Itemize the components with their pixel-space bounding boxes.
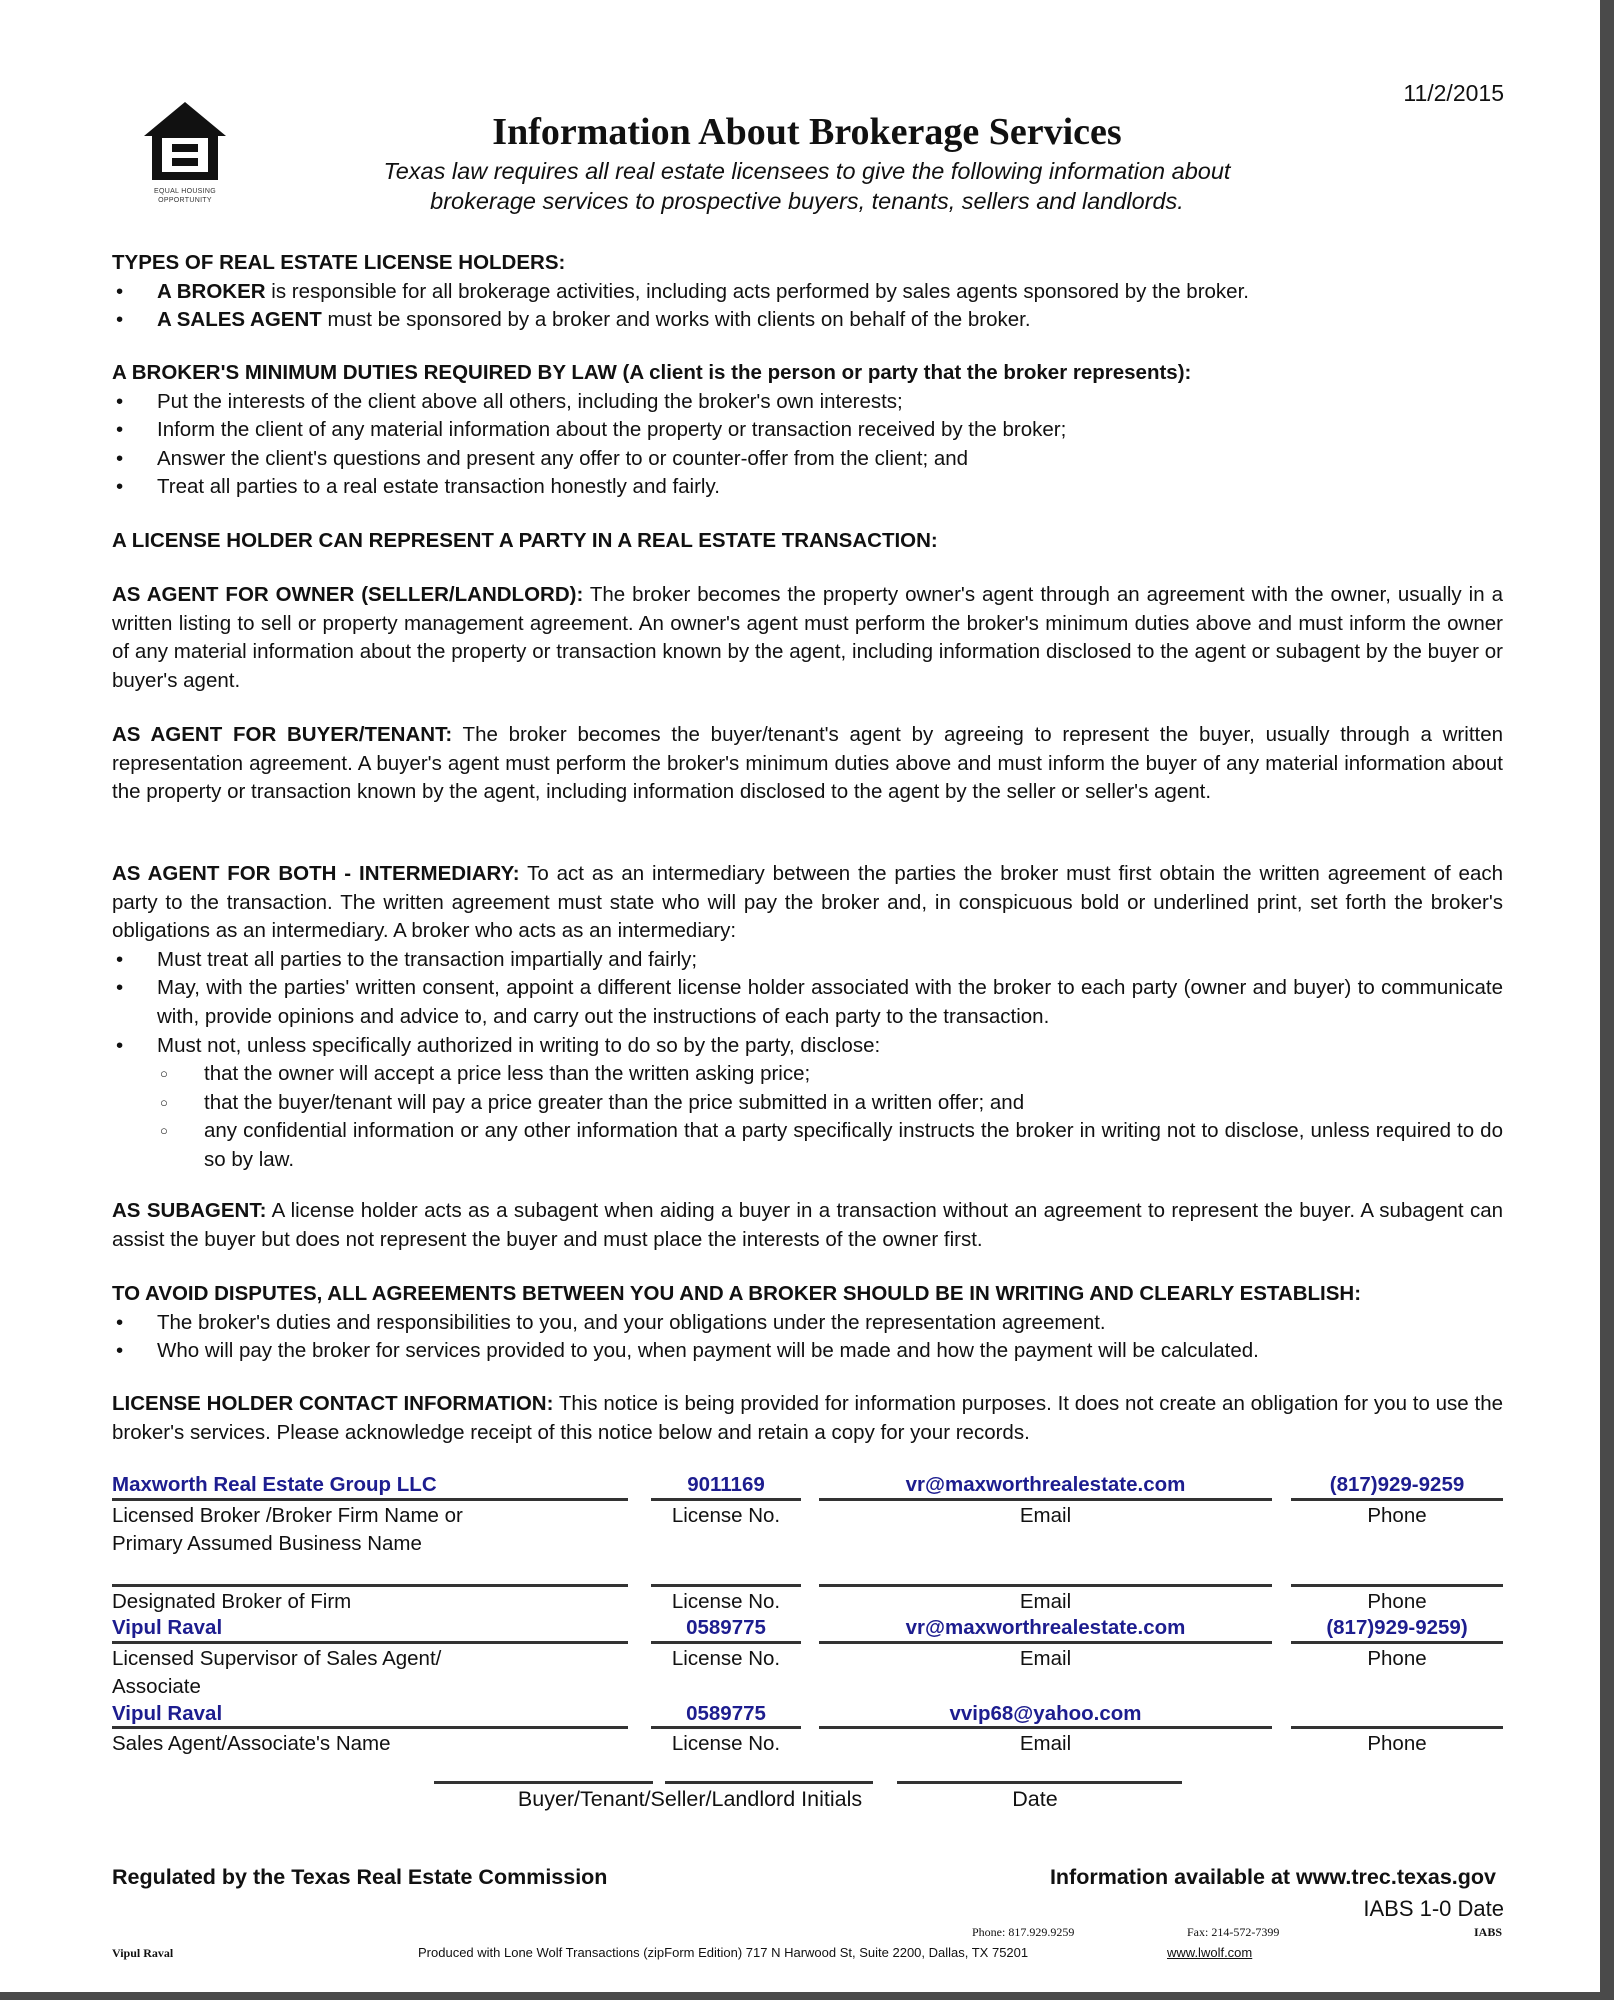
field-underline [651, 1498, 801, 1501]
paragraph-text: To act as an intermediary between the parties the broker must first obtain the written agreement of each party to the transaction. The written agreement must state who will pay the broker and, in conspicuous bold or underlined print, set forth the broker's obligations as an intermediary. A broker who acts as an intermediary: [112, 862, 1503, 943]
broker-email-field[interactable]: vr@maxworthrealestate.com [905, 1473, 1186, 1496]
form-date: 11/2/2015 [1403, 80, 1504, 106]
subtitle-line: Texas law requires all real estate licensees to give the following information about [383, 158, 1231, 184]
broker-phone-field[interactable]: (817)929-9259 [1329, 1473, 1465, 1496]
paragraph-text: The broker becomes the property owner's agent through an agreement with the owner, usually in a written listing to sell or property management agreement. An owner's agent must perform the broker's minimum duties above and must inform the owner of any material information about the property or transaction known by the agent, including information disclosed to the agent or subagent by the buyer or buyer's agent. [112, 583, 1503, 692]
field-underline [819, 1726, 1272, 1729]
initials-field-1[interactable] [434, 1781, 653, 1784]
designated-broker-license-field[interactable] [651, 1584, 801, 1587]
broker-license-field[interactable]: 9011169 [687, 1473, 765, 1496]
subtitle [300, 156, 1314, 216]
intermediary-section [112, 860, 1503, 1175]
info-available: Information available at www.trec.texas.gov [1049, 1865, 1496, 1889]
paragraph-lead: AS SUBAGENT: [112, 1199, 267, 1222]
item-lead: A BROKER [157, 279, 266, 303]
list-item: • Must not, unless specifically authorized in writing to do so by the party, disclose: [112, 1032, 1503, 1061]
section-heading: A BROKER'S MINIMUM DUTIES REQUIRED BY LAW (A client is the person or party that the broker represents): [112, 361, 1192, 384]
broker-name-field[interactable]: Maxworth Real Estate Group LLC [112, 1473, 437, 1496]
sales-agent-name-field[interactable]: Vipul Raval [112, 1702, 223, 1725]
field-underline [112, 1641, 628, 1644]
list-item: • Treat all parties to a real estate transaction honestly and fairly. [112, 473, 1503, 502]
designated-broker-name-field[interactable] [112, 1584, 628, 1587]
window-border-bottom [0, 1992, 1614, 2000]
produced-with: Produced with Lone Wolf Transactions (zipForm Edition) 717 N Harwood St, Suite 2200, Dallas, TX 75201 [418, 1945, 1029, 1960]
list-item: • Inform the client of any material information about the property or transaction received by the broker; [112, 416, 1503, 445]
date-field[interactable] [897, 1781, 1182, 1784]
buyer-paragraph [112, 721, 1503, 807]
types-section [112, 249, 1503, 335]
intermediary-paragraph [112, 860, 1503, 946]
lwolf-link[interactable]: www.lwolf.com [1167, 1945, 1253, 1960]
field-underline [112, 1498, 628, 1501]
owner-paragraph [112, 581, 1503, 695]
date-label: Date [1012, 1787, 1058, 1811]
field-label: License No. [671, 1732, 781, 1755]
item-text: must be sponsored by a broker and works with clients on behalf of the broker. [321, 308, 1031, 332]
list-item: • Put the interests of the client above all others, including the broker's own interests; [112, 388, 1503, 417]
field-underline [819, 1498, 1272, 1501]
field-underline [651, 1726, 801, 1729]
field-label: License No. [671, 1504, 781, 1527]
field-underline [1291, 1726, 1503, 1729]
field-label: Designated Broker of Firm [112, 1590, 352, 1613]
field-label: Email [1019, 1732, 1072, 1755]
contact-paragraph [112, 1390, 1503, 1447]
list-item [112, 306, 1503, 335]
sub-list-item: ○ that the owner will accept a price less than the written asking price; [112, 1060, 1503, 1089]
list-item: • Must treat all parties to the transaction impartially and fairly; [112, 946, 1503, 975]
field-label: Email [1019, 1647, 1072, 1670]
sub-list-item: ○ that the buyer/tenant will pay a price greater than the price submitted in a written offer; and [112, 1089, 1503, 1118]
list-item: • May, with the parties' written consent, appoint a different license holder associated with the broker to each party (owner and buyer) to communicate with, provide opinions and advice to, and carry out the instructions of each party to the transaction. [112, 974, 1503, 1031]
field-underline [651, 1641, 801, 1644]
regulated-by: Regulated by the Texas Real Estate Commission [112, 1865, 608, 1889]
footer-agent: Vipul Raval [112, 1946, 174, 1960]
section-heading: TO AVOID DISPUTES, ALL AGREEMENTS BETWEEN YOU AND A BROKER SHOULD BE IN WRITING AND CLEARLY ESTABLISH: [112, 1282, 1362, 1305]
page-title: Information About Brokerage Services [492, 111, 1122, 153]
item-text: is responsible for all brokerage activities, including acts performed by sales agents sponsored by the broker. [265, 279, 1249, 303]
field-label: Phone [1367, 1504, 1427, 1527]
supervisor-license-field[interactable]: 0589775 [686, 1616, 766, 1639]
paragraph-lead: AS AGENT FOR BOTH - INTERMEDIARY: [112, 862, 520, 885]
supervisor-phone-field[interactable]: (817)929-9259) [1326, 1616, 1468, 1639]
designated-broker-email-field[interactable] [819, 1584, 1272, 1587]
field-underline [1291, 1641, 1503, 1644]
field-underline [819, 1641, 1272, 1644]
duties-section [112, 359, 1503, 502]
paragraph-text: The broker becomes the buyer/tenant's agent by agreeing to represent the buyer, usually through a written representation agreement. A buyer's agent must perform the broker's minimum duties above and must inform the buyer of any material information about the property or transaction known by the agent, including information disclosed to the agent by the seller or seller's agent. [112, 723, 1504, 804]
field-label: Licensed Supervisor of Sales Agent/ Associate [112, 1647, 442, 1698]
form-id: IABS 1-0 Date [1363, 1896, 1504, 1921]
subagent-paragraph [112, 1197, 1503, 1254]
list-item: • The broker's duties and responsibilities to you, and your obligations under the representation agreement. [112, 1309, 1503, 1338]
field-underline [1291, 1498, 1503, 1501]
sales-agent-license-field[interactable]: 0589775 [686, 1702, 766, 1725]
window-border-right [1600, 0, 1614, 2000]
footer-fax: Fax: 214-572-7399 [1187, 1925, 1280, 1939]
list-item: • Who will pay the broker for services provided to you, when payment will be made and how the payment will be calculated. [112, 1337, 1503, 1366]
paragraph-lead: AS AGENT FOR OWNER (SELLER/LANDLORD): [112, 583, 584, 606]
logo-caption: EQUAL HOUSING OPPORTUNITY [154, 188, 216, 204]
subtitle-line: brokerage services to prospective buyers, tenants, sellers and landlords. [430, 188, 1184, 214]
paragraph-lead: LICENSE HOLDER CONTACT INFORMATION: [112, 1392, 554, 1415]
field-label: Phone [1367, 1732, 1427, 1755]
field-label: Phone [1367, 1647, 1427, 1670]
paragraph-text: A license holder acts as a subagent when aiding a buyer in a transaction without an agreement to represent the buyer. A subagent can assist the buyer but does not represent the buyer and must place the interests of the owner first. [112, 1199, 1504, 1251]
initials-field-2[interactable] [665, 1781, 873, 1784]
paragraph-text: This notice is being provided for information purposes. It does not create an obligation for you to use the broker's services. Please acknowledge receipt of this notice below and retain a copy for your records. [112, 1392, 1503, 1444]
field-label: License No. [671, 1647, 781, 1670]
sales-agent-email-field[interactable]: vvip68@yahoo.com [949, 1702, 1142, 1725]
field-label: Licensed Broker /Broker Firm Name or Primary Assumed Business Name [112, 1504, 463, 1555]
field-underline [112, 1726, 628, 1729]
footer-phone: Phone: 817.929.9259 [972, 1925, 1075, 1939]
supervisor-name-field[interactable]: Vipul Raval [112, 1616, 223, 1639]
field-label: Email [1019, 1504, 1072, 1527]
initials-label: Buyer/Tenant/Seller/Landlord Initials [517, 1787, 863, 1811]
field-label: Email [1019, 1590, 1072, 1613]
sub-list-item: ○ any confidential information or any other information that a party specifically instructs the broker in writing not to disclose, unless required to do so by law. [112, 1117, 1503, 1174]
field-label: License No. [671, 1590, 781, 1613]
represent-heading: A LICENSE HOLDER CAN REPRESENT A PARTY IN A REAL ESTATE TRANSACTION: [112, 529, 938, 552]
item-lead: A SALES AGENT [157, 308, 322, 332]
supervisor-email-field[interactable]: vr@maxworthrealestate.com [905, 1616, 1186, 1639]
disputes-section [112, 1280, 1503, 1366]
list-item: • Answer the client's questions and present any offer to or counter-offer from the client; and [112, 445, 1503, 474]
field-label: Phone [1367, 1590, 1427, 1613]
footer-iabs: IABS [1473, 1925, 1502, 1939]
section-heading: TYPES OF REAL ESTATE LICENSE HOLDERS: [112, 251, 566, 274]
designated-broker-phone-field[interactable] [1291, 1584, 1503, 1587]
paragraph-lead: AS AGENT FOR BUYER/TENANT: [112, 723, 453, 746]
list-item [112, 278, 1503, 307]
field-label: Sales Agent/Associate's Name [112, 1732, 391, 1755]
